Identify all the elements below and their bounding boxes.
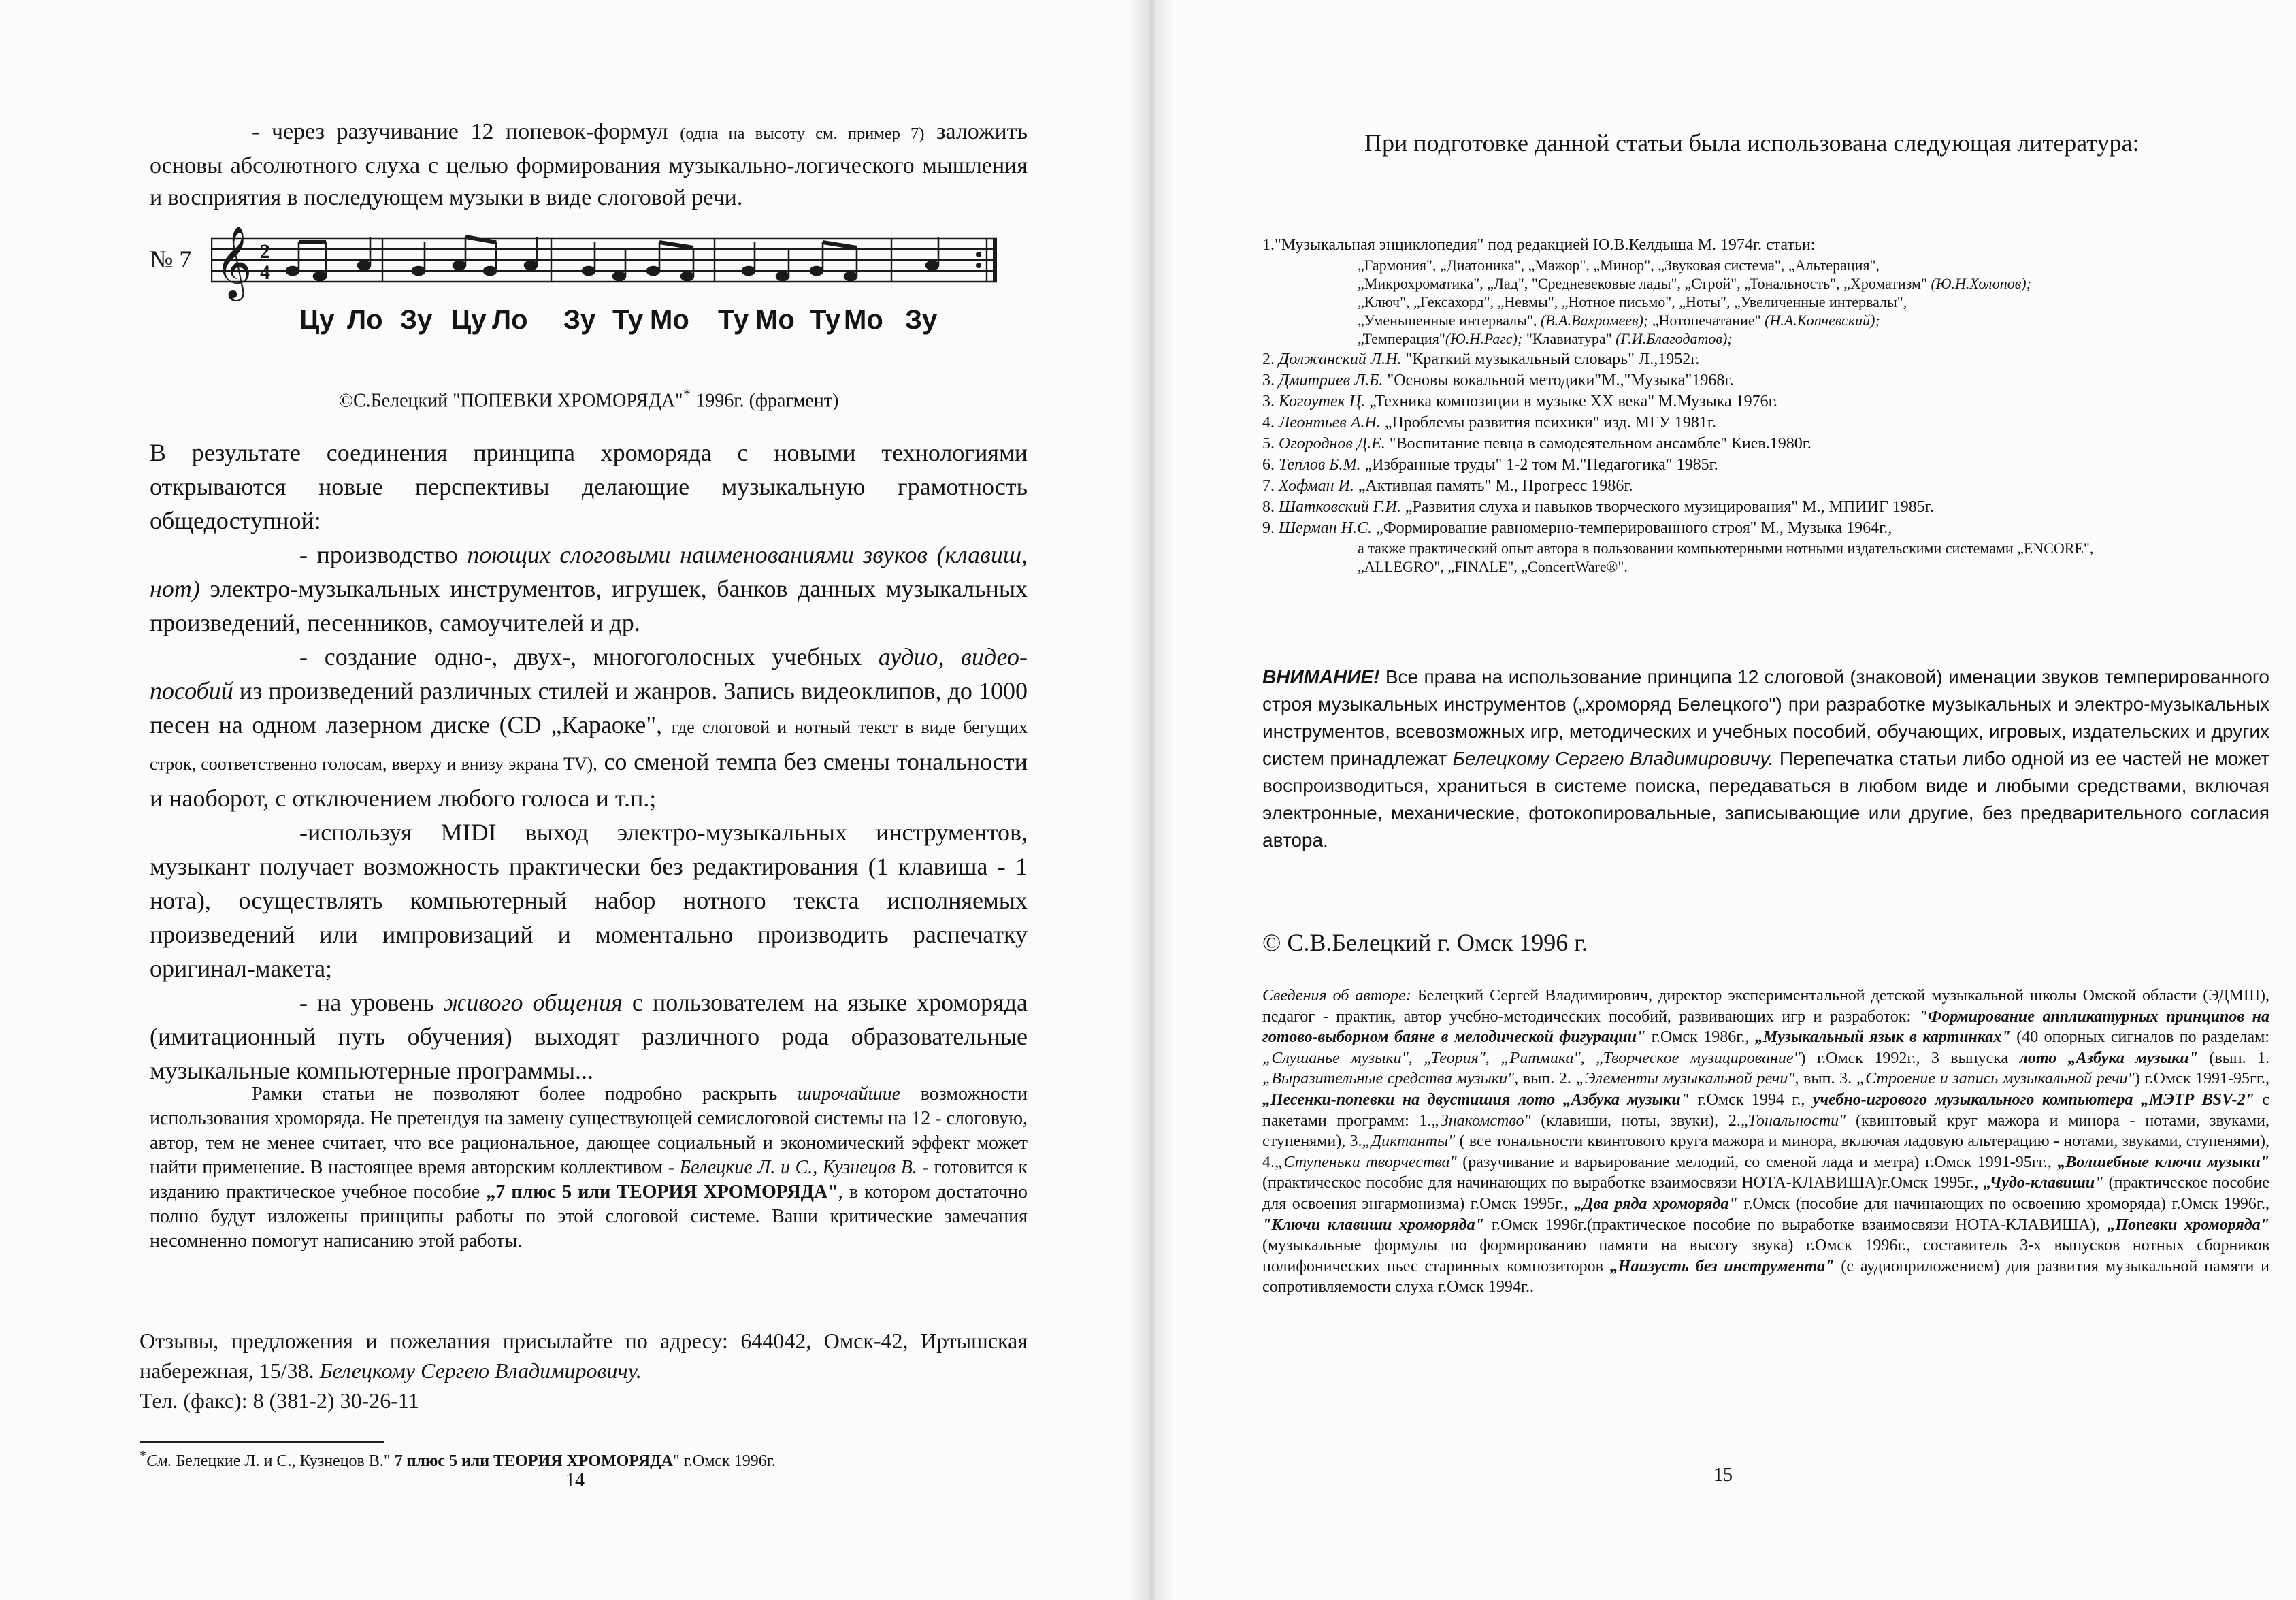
literature-list [1262, 235, 2276, 576]
syllable: Зу [563, 305, 596, 335]
body-text [150, 436, 1028, 1088]
literature-item: 7. Хофман И. „Активная память" М., Прогресс 1986г. [1262, 477, 1633, 495]
syllable: Зу [905, 305, 938, 335]
syllable: Цу [299, 305, 335, 335]
syllable: Ло [347, 305, 383, 335]
syllable: Ту [612, 305, 644, 335]
book-fold [1128, 0, 1176, 1600]
page-number-left: 14 [565, 1470, 585, 1491]
warning-label: ВНИМАНИЕ! [1262, 666, 1380, 687]
intro-paragraph [150, 116, 1028, 214]
contact-block [140, 1326, 1028, 1416]
intro-lead: - через разучивание 12 попевок-формул [252, 119, 668, 144]
contact-phone: Тел. (факс): 8 (381-2) 30-26-11 [140, 1388, 419, 1413]
syllable: Цу [451, 305, 487, 335]
bullet-midi: -используя MIDI выход электро-музыкальных инструментов, музыкант получает возможность практически без редактирования (1 клавиша - 1 нота), осуществлять компьютерный набор нотного текста исполняемых произведений или импровизаций и моментально производить распечатку оригинал-макета; [150, 819, 1028, 982]
about-author: Сведения об авторе: Белецкий Сергей Владимирович, директор экспериментальной детской музыкальной школы Омской области (ЭДМШ), педагог - практик, автор учебно-методических пособий, развивающих игр и разработок: "Формирование аппликатурных принципов на готово-выборном баяне в мелодической фигурации" г.Омск 1986г., „Музыкальный язык в картинках" (40 опорных сигналов по разделам: „Слушанье музыки", „Теория", „Ритмика", „Творческое музицирование") г.Омск 1992г., 3 выпуска лото „Азбука музыки" (вып. 1. „Выразительные средства музыки", вып. 2. „Элементы музыкальной речи", вып. 3. „Строение и запись музыкальной речи") г.Омск 1991-95гг., „Песенки-попевки на двустишия лото „Азбука музыки" г.Омск 1994 г., учебно-игрового музыкального компьютера „МЭТР BSV-2" с пакетами программ: 1.„Знакомство" (клавиши, ноты, звуки), 2.„Тональности" (квинтовый круг мажора и минора - нотами, звуками, ступенями), 3.„Диктанты" ( все тональности квинтового круга мажора и минора, включая ладовую альтерацию - нотами, звуками, ступенями), 4.„Ступеньки творчества" (разучивание и варьирование мелодий, со сменой лада и метра) г.Омск 1991-95гг., „Волшебные ключи музыки" (практическое пособие для начинающих по выработке взаимосвязи НОТА-КЛАВИША)г.Омск 1995г., „Чудо-клавиши" (практическое пособие для освоения энгармонизма) г.Омск 1995г., „Два ряда хроморяда" г.Омск (пособие для начинающих по освоению хроморяда) г.Омск 1996г., "Ключи клавиши хроморяда" г.Омск 1996г.(практическое пособие по выработке взаимосвязи НОТА-КЛАВИША), „Попевки хроморяда" (музыкальные формулы по формированию памяти на высоту звука) г.Омск 1996г., составитель 3-х выпусков нотных сборников полифонических пьес старинных композиторов „Наизусть без инструмента" (с аудиоприложением) для развития музыкальной памяти и сопротивляемости слуха г.Омск 1994г.. [1262, 987, 2270, 1296]
syllable: Мо [650, 305, 689, 335]
copyright-warning: ВНИМАНИЕ! Все права на использование принципа 12 слоговой (знаковой) именации звуков темперированного строя музыкальных инструментов („хроморяд Белецкого") при разработке музыкальных и электро-музыкальных инструментов, всевозможных игр, методических и учебных пособий, обучающих, игровых, издательских и других систем принадлежат Белецкому Сергею Владимировичу. Перепечатка статьи либо одной из ее частей не может воспроизводиться, храниться в системе поиска, передаваться в любом виде и любыми средствами, включая электронные, механические, фотокопировальные, записывающие или другие, без предварительного согласия автора. [1262, 666, 2270, 851]
syllable: Зу [400, 305, 433, 335]
intro-note: (одна на высоту см. пример 7) [680, 125, 925, 143]
literature-item: 2. Должанский Л.Н. "Краткий музыкальный словарь" Л.,1952г. [1262, 350, 1700, 368]
syllable: Мо [844, 305, 883, 335]
syllable-row [0, 305, 1150, 343]
literature-item: 8. Шатковский Г.И. „Развития слуха и навыков творческого музицирования" М., МПИИГ 1985г. [1262, 498, 1934, 516]
page-number-right: 15 [1713, 1465, 1733, 1486]
syllable: Ту [718, 305, 749, 335]
literature-item: 6. Теплов Б.М. „Избранные труды" 1-2 том М."Педагогика" 1985г. [1262, 456, 1718, 474]
right-page [1150, 0, 2296, 1600]
literature-item: 9. Шерман Н.С. „Формирование равномерно-темперированного строя" М., Музыка 1964г., [1262, 519, 1892, 537]
result-paragraph: В результате соединения принципа хроморяда с новыми технологиями открываются новые перспективы делающие музыкальную грамотность общедоступной: [150, 439, 1028, 534]
svg-text:4: 4 [260, 261, 270, 284]
example-label: № 7 [150, 246, 192, 273]
literature-item-extra: а также практический опыт автора в пользовании компьютерными нотными издательскими системами „ENCORE", „ALLEGRO", „FINALE", „ConcertWare®". [1358, 540, 2094, 575]
syllable: Ту [810, 305, 841, 335]
copyright-line: © С.В.Белецкий г. Омск 1996 г. [1262, 929, 1588, 956]
syllable: Мо [755, 305, 795, 335]
bullet-production: - производство поющих слоговыми наименованиями звуков (клавиш, нот) электро-музыкальных инструментов, игрушек, банков данных музыкальных произведений, песенников, самоучителей и др. [150, 541, 1028, 636]
footnote: *См. Белецкие Л. и С., Кузнецов В." 7 плюс 5 или ТЕОРИЯ ХРОМОРЯДА" г.Омск 1996г. [140, 1448, 776, 1470]
footnote-divider [140, 1441, 384, 1443]
literature-item: 3. Когоутек Ц. „Техника композиции в музыке XX века" М.Музыка 1976г. [1262, 393, 1777, 410]
contact-name: Белецкому Сергею Владимировичу. [319, 1358, 642, 1383]
treble-clef-icon: 𝄞 [215, 225, 252, 298]
literature-items [1262, 349, 2276, 576]
contact-address: Отзывы, предложения и пожелания присылайте по адресу: 644042, Омск-42, Иртышская набережная, 15/38. [140, 1328, 1028, 1383]
intro-rest: заложить основы абсолютного слуха с целью формирования музыкально-логического мышления и восприятия в последующем музыки в виде слоговой речи. [150, 119, 1028, 210]
literature-item: 4. Леонтьев А.Н. „Проблемы развития психики" изд. МГУ 1981г. [1262, 414, 1716, 431]
svg-text:2: 2 [260, 240, 270, 263]
staff-notation-example [211, 219, 1000, 301]
literature-item: 1."Музыкальная энциклопедия" под редакцией Ю.В.Келдыша М. 1974г. статьи: [1262, 236, 1816, 254]
bullet-av-aids: - создание одно-, двух-, многоголосных учебных аудио, видео-пособий из произведений различных стилей и жанров. Запись видеоклипов, до 1000 песен на одном лазерном диске (CD „Караоке", где слоговой и нотный текст в виде бегущих строк, соответственно голосам, вверху и внизу экрана TV), со сменой темпа без смены тональности и наоборот, с отключением любого голоса и т.п.; [150, 643, 1028, 812]
bullet-live-communication: - на уровень живого общения с пользователем на языке хроморяда (имитационный путь обучения) выходят различного рода образовательные музыкальные компьютерные программы... [150, 989, 1028, 1084]
syllable: Ло [492, 305, 528, 335]
example-caption: ©С.Белецкий "ПОПЕВКИ ХРОМОРЯДА"* 1996г. (фрагмент) [338, 386, 839, 412]
literature-item: 3. Дмитриев Л.Б. "Основы вокальной методики"М.,"Музыка"1968г. [1262, 372, 1734, 389]
literature-subitems: „Гармония", „Диатоника", „Мажор", „Минор", „Звуковая система", „Альтерация", „Микрохроматика", „Лад", "Средневековые лады", „Строй", „Тональность", „Хроматизм" (Ю.Н.Холопов); „Ключ", „Гексахорд", „Невмы", „Нотное письмо", „Ноты", „Увеличенные интервалы", „Уменьшенные интервалы", (В.А.Вахромеев); „Нотопечатание" (Н.А.Копчевский); „Темперация"(Ю.Н.Рагс); "Клавиатура" (Г.И.Благодатов); [1358, 257, 2031, 347]
scope-paragraph: Рамки статьи не позволяют более подробно раскрыть широчайшие возможности использования хроморяда. Не претендуя на замену существующей семислоговой системы на 12 - слоговую, автор, тем не менее считает, что все рациональное, дающее социальный и экономический эффект может найти применение. В настоящее время авторским коллективом - Белецкие Л. и С., Кузнецов В. - готовится к изданию практическое учебное пособие „7 плюс 5 или ТЕОРИЯ ХРОМОРЯДА", в котором достаточно полно будут изложены принципы работы по этой слоговой системе. Ваши критические замечания несомненно помогут написанию этой работы. [150, 1083, 1028, 1252]
literature-item: 5. Огороднов Д.Е. "Воспитание певца в самодеятельном ансамбле" Киев.1980г. [1262, 435, 1811, 453]
literature-heading: При подготовке данной статьи была использована следующая литература: [1364, 129, 2139, 157]
